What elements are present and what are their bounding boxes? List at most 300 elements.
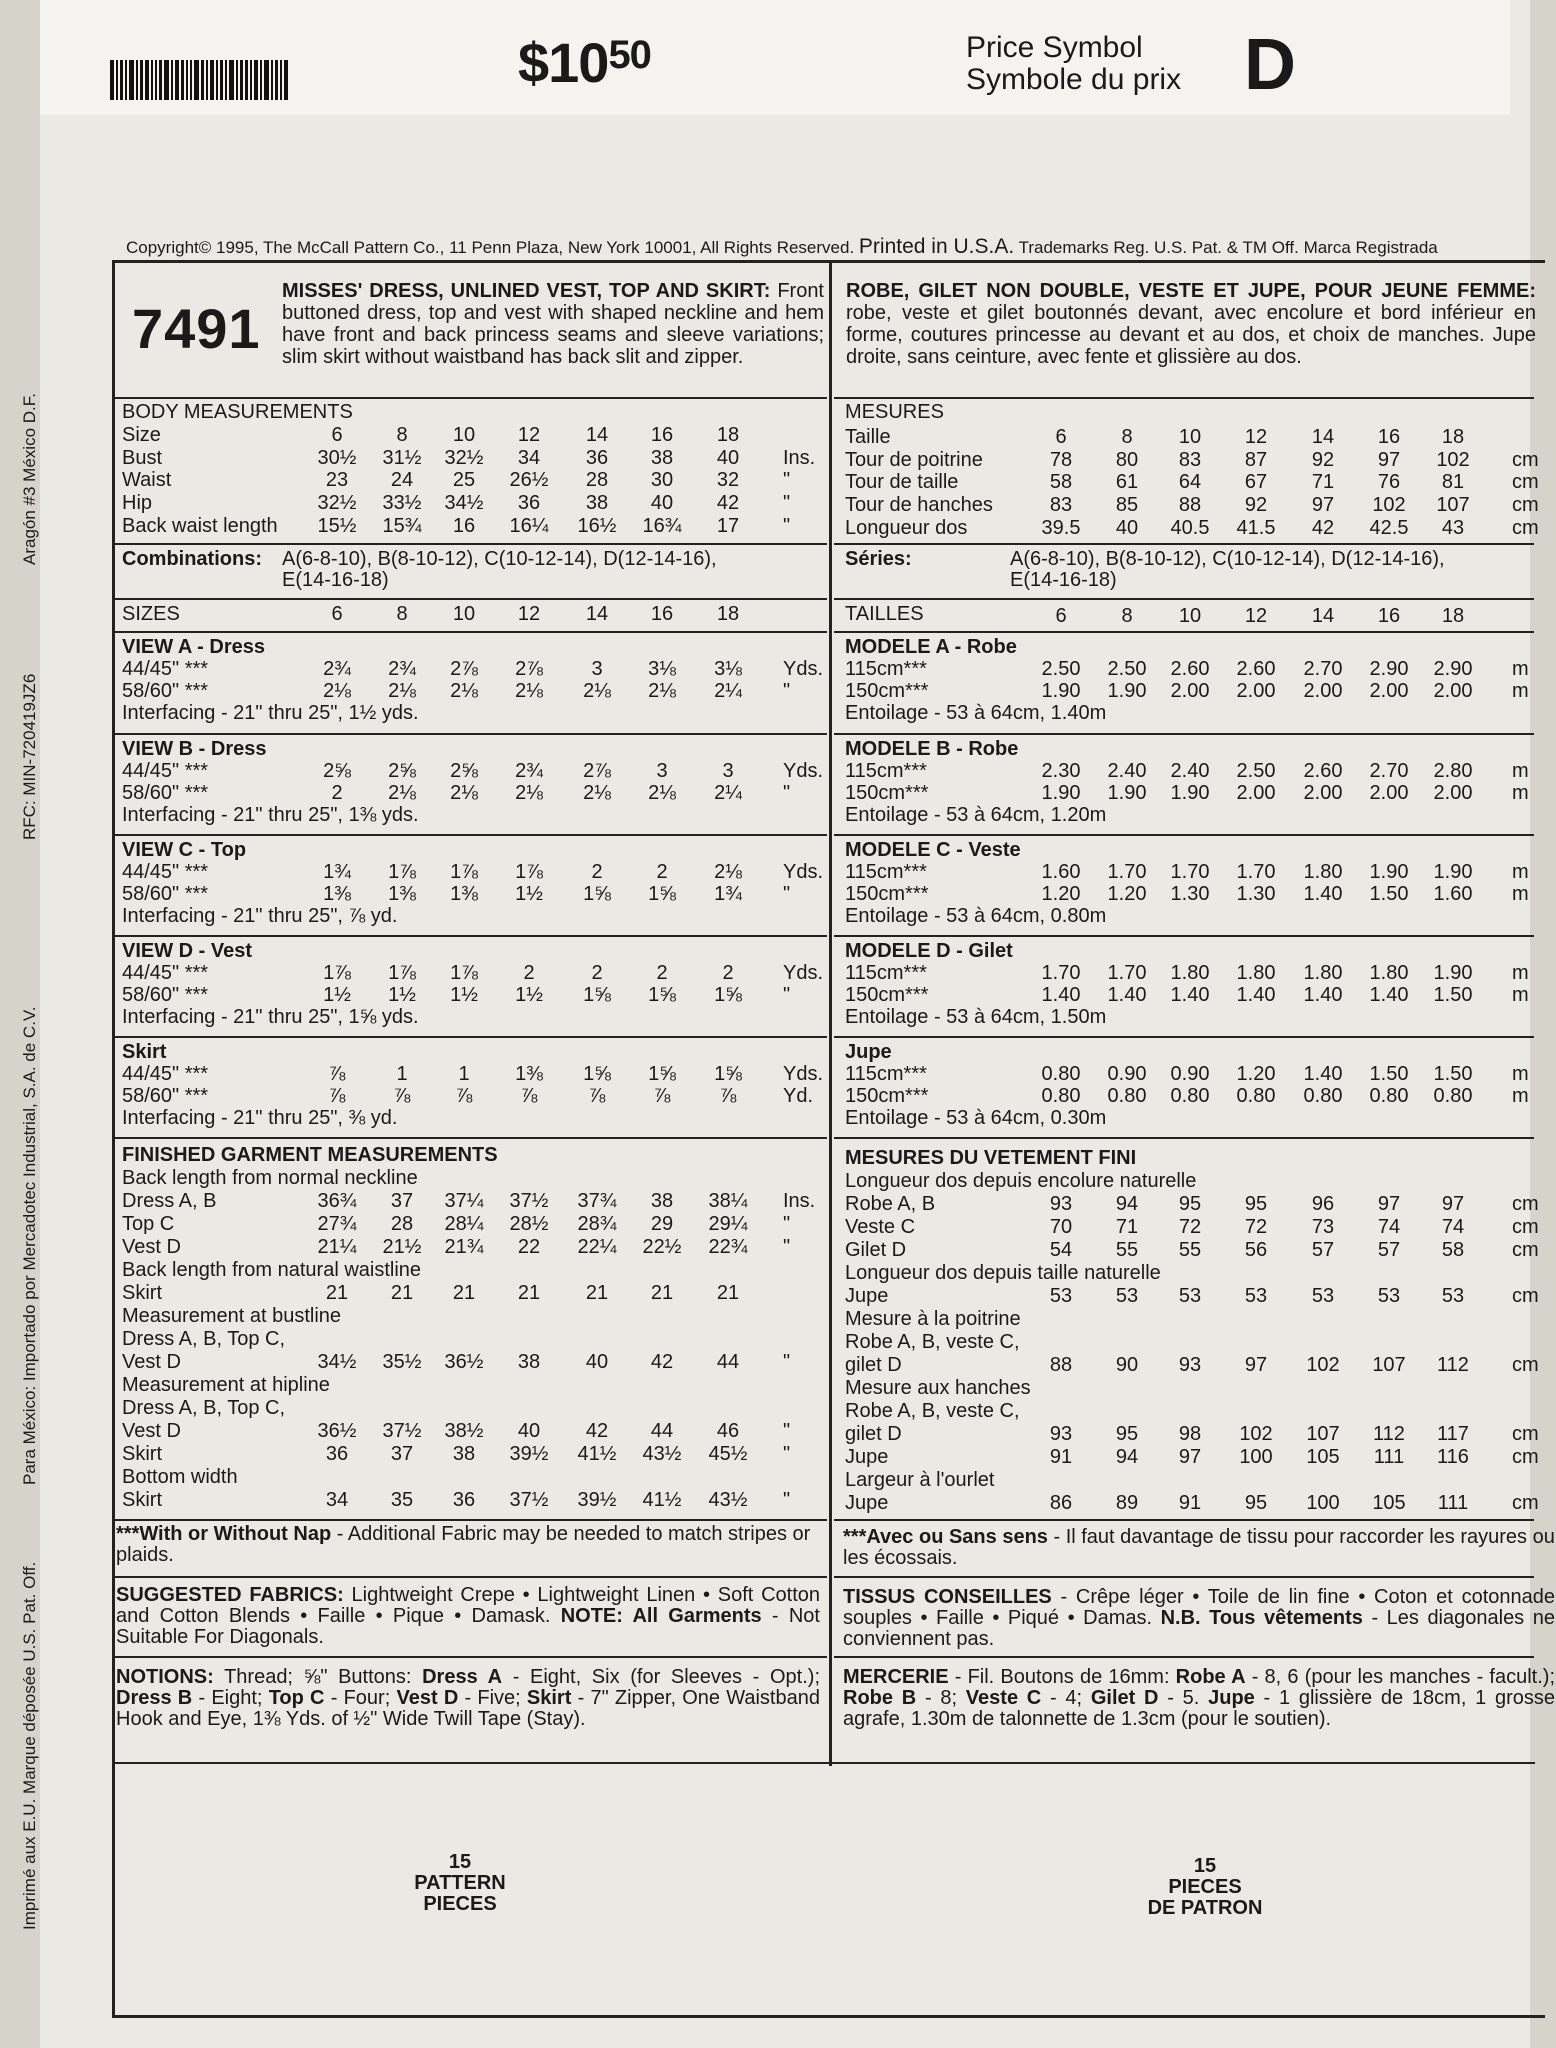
mesures-row-value: 92	[1311, 449, 1335, 471]
view-en-row-value: 2	[331, 782, 343, 804]
barcode-bar	[120, 60, 123, 100]
taille-value: 18	[1441, 605, 1465, 627]
body-row-label: Bust	[122, 447, 163, 469]
view-fr-row-value: 2.00	[1369, 782, 1409, 804]
finished-fr-row-unit: cm	[1512, 1193, 1539, 1215]
finished-en-row-label: Vest D	[122, 1236, 181, 1258]
side-aragon: Aragón #3 México D.F.	[20, 393, 39, 565]
barcode-bar	[129, 60, 134, 100]
view-en-interfacing: Interfacing - 21" thru 25", ⅜ yd.	[122, 1107, 398, 1129]
view-fr-row-value: 0.90	[1107, 1063, 1147, 1085]
table-rule	[115, 631, 827, 633]
finished-en-row-value: 39½	[577, 1489, 617, 1511]
mesures-row-value: 78	[1049, 449, 1073, 471]
view-fr-row-unit: m	[1512, 782, 1529, 804]
finished-fr-row-value: 105	[1306, 1446, 1340, 1468]
series-label: Séries:	[845, 548, 912, 570]
finished-en-row-value: 35	[390, 1489, 414, 1511]
view-en-row-value: 2⅛	[388, 680, 416, 702]
finished-en-row-value: 27¾	[317, 1213, 357, 1235]
view-fr-row-value: 2.00	[1303, 782, 1343, 804]
view-en-row-unit: Yds.	[783, 658, 824, 680]
finished-fr-row-value: 111	[1437, 1492, 1469, 1514]
notion-bold: Skirt	[526, 1687, 572, 1709]
view-fr-row-unit: m	[1512, 658, 1529, 680]
view-en-row-value: 2	[656, 962, 668, 984]
view-fr-row-value: 1.80	[1303, 861, 1343, 883]
finished-fr-row-value: 89	[1115, 1492, 1139, 1514]
mesures-row-value: 88	[1178, 494, 1202, 516]
pattern-pieces-fr	[1120, 1856, 1290, 1919]
body-row-value: 25	[452, 469, 476, 491]
table-rule	[115, 1762, 1535, 1764]
finished-en-row-value: 43½	[708, 1489, 748, 1511]
finished-fr-row-value: 90	[1115, 1354, 1139, 1376]
finished-en-row-value: 41½	[642, 1489, 682, 1511]
view-fr-row-value: 2.00	[1303, 680, 1343, 702]
view-fr-row-value: 1.80	[1303, 962, 1343, 984]
view-fr-title: MODELE D - Gilet	[845, 940, 1013, 962]
description-en-body: Front buttoned dress, top and vest with shaped neckline and hem have front and back princess seams and sleeve variations; slim skirt without waistband has back slit and zipper.	[282, 280, 824, 368]
table-rule	[115, 1576, 827, 1578]
view-en-row-label: 44/45" ***	[122, 1063, 209, 1085]
finished-fr-row-value: 97	[1244, 1354, 1268, 1376]
finished-fr-row-value: 55	[1178, 1239, 1202, 1261]
notion-bold: Jupe	[1208, 1687, 1255, 1709]
taille-value: 16	[1377, 605, 1401, 627]
barcode-bar	[194, 60, 199, 100]
view-en-row-value: 2	[523, 962, 535, 984]
mesures-row-value: 41.5	[1236, 517, 1276, 539]
finished-fr-row-value: 57	[1311, 1239, 1335, 1261]
finished-en-row-value: 21	[390, 1282, 414, 1304]
mesures-row-value: 6	[1055, 426, 1067, 448]
view-en-row-label: 58/60" ***	[122, 782, 209, 804]
view-en-row-value: 1⅝	[648, 984, 676, 1006]
finished-fr-row-value: 94	[1115, 1446, 1139, 1468]
view-en-row-unit: "	[783, 883, 791, 905]
view-fr-row-unit: m	[1512, 883, 1529, 905]
barcode-bar	[201, 60, 204, 100]
pieces-en-line2: PIECES	[423, 1893, 497, 1915]
view-fr-row-value: 1.30	[1170, 883, 1210, 905]
view-en-row-value: ⅞	[328, 1063, 346, 1085]
table-rule	[834, 733, 1534, 735]
mesures-row-value: 40	[1115, 517, 1139, 539]
description-en-title: MISSES' DRESS, UNLINED VEST, TOP AND SKIRT:	[282, 280, 771, 302]
view-fr-row-value: 1.20	[1041, 883, 1081, 905]
copyright-line	[126, 235, 1536, 259]
finished-en-row-value: 36	[325, 1443, 349, 1465]
finished-en-row-value: 28	[390, 1213, 414, 1235]
combinations-line2: E(14-16-18)	[282, 569, 389, 591]
barcode-bar	[216, 60, 218, 100]
finished-fr-row-value: 56	[1244, 1239, 1268, 1261]
barcode-bar	[186, 60, 188, 100]
barcode-bar	[164, 60, 169, 100]
view-en-row-value: 1⅝	[583, 883, 611, 905]
view-fr-interfacing: Entoilage - 53 à 64cm, 1.20m	[845, 804, 1107, 826]
view-en-row-value: 1⅝	[648, 883, 676, 905]
view-fr-row-value: 1.60	[1041, 861, 1081, 883]
barcode-bar	[225, 60, 227, 100]
fabrics-fr-bold: TISSUS CONSEILLES	[843, 1586, 1052, 1608]
barcode	[110, 60, 415, 100]
body-row-value: 30½	[317, 447, 357, 469]
view-fr-row-value: 1.90	[1107, 782, 1147, 804]
body-row-value: 6	[331, 424, 343, 446]
pattern-pieces-en	[380, 1852, 540, 1915]
finished-en-row-value: 21	[585, 1282, 609, 1304]
finished-fr-row-value: 72	[1244, 1216, 1268, 1238]
finished-fr-row-value: 91	[1178, 1492, 1202, 1514]
view-fr-title: MODELE A - Robe	[845, 636, 1017, 658]
notion-text: - 7" Zipper, One Waistband Hook and Eye, 1⅜ Yds. of ½" Wide Twill Tape (Stay).	[116, 1687, 820, 1730]
mesures-row-unit: cm	[1512, 494, 1539, 516]
finished-fr-row-value: 93	[1178, 1354, 1202, 1376]
mesures-row-value: 92	[1244, 494, 1268, 516]
finished-fr-row-label: Jupe	[845, 1285, 889, 1307]
body-row-value: 32½	[444, 447, 484, 469]
view-en-row-value: 2¼	[714, 680, 742, 702]
finished-en-row-value: 36½	[444, 1351, 484, 1373]
taille-value: 10	[1178, 605, 1202, 627]
finished-fr-row-value: 107	[1372, 1354, 1406, 1376]
mesures-row-value: 97	[1377, 449, 1401, 471]
body-row-value: 16½	[577, 515, 617, 537]
finished-en-row-value: 21	[452, 1282, 476, 1304]
view-fr-row-value: 2.50	[1041, 658, 1081, 680]
body-row-value: 16	[452, 515, 476, 537]
nap-en-bold: ***With or Without Nap	[116, 1523, 332, 1545]
finished-en-row-value: 36¾	[317, 1190, 357, 1212]
view-en-row-value: 1⅝	[714, 984, 742, 1006]
finished-en-row-value: 22½	[642, 1236, 682, 1258]
notion-bold: Veste C	[965, 1687, 1042, 1709]
view-fr-row-value: 1.80	[1369, 962, 1409, 984]
view-fr-row-value: 2.60	[1303, 760, 1343, 782]
finished-fr-row-unit: cm	[1512, 1216, 1539, 1238]
mesures-row-unit: cm	[1512, 449, 1539, 471]
view-en-row-value: 1½	[515, 883, 543, 905]
finished-en-row-value: 21	[650, 1282, 674, 1304]
size-value: 6	[331, 603, 343, 625]
finished-fr-row-value: 95	[1178, 1193, 1202, 1215]
column-divider	[829, 262, 832, 1766]
view-en-row-value: 2	[591, 962, 603, 984]
finished-en-row-unit: "	[783, 1236, 791, 1258]
finished-en-row-value: 37¾	[577, 1190, 617, 1212]
view-fr-row-value: 2.60	[1170, 658, 1210, 680]
table-rule	[115, 543, 827, 545]
view-fr-row-value: 0.80	[1107, 1085, 1147, 1107]
view-fr-row-label: 150cm***	[845, 782, 929, 804]
body-row-value: 32½	[317, 492, 357, 514]
view-fr-row-value: 2.30	[1041, 760, 1081, 782]
barcode-bar	[206, 60, 208, 100]
view-en-row-value: 2⅛	[648, 782, 676, 804]
view-en-row-value: 3	[656, 760, 668, 782]
view-fr-row-value: 2.00	[1369, 680, 1409, 702]
mesures-row-value: 81	[1441, 471, 1465, 493]
finished-en-row-value: 40	[517, 1420, 541, 1442]
description-fr-body: robe, veste et gilet boutonnés devant, avec encolure et bord inférieur en forme, coutures princesse au devant et au dos, et choix de manches. Jupe droite, sans ceinture, avec fente et glissière au dos.	[846, 302, 1536, 368]
barcode-bar	[175, 60, 179, 100]
finished-en-row-value: 36½	[317, 1420, 357, 1442]
finished-fr-row-value: 70	[1049, 1216, 1073, 1238]
view-en-row-value: 1⅜	[450, 883, 478, 905]
mesures-row-value: 83	[1178, 449, 1202, 471]
view-en-row-value: 2⅞	[515, 658, 543, 680]
finished-en-row-unit: "	[783, 1489, 791, 1511]
table-rule	[834, 631, 1534, 633]
notion-text: - 5.	[1158, 1687, 1209, 1709]
finished-en-row-label: Dress A, B	[122, 1190, 217, 1212]
view-en-row-unit: "	[783, 984, 791, 1006]
finished-fr-row-value: 95	[1115, 1423, 1139, 1445]
finished-en-row-value: 40	[585, 1351, 609, 1373]
mesures-row-value: 107	[1436, 494, 1470, 516]
view-en-row-unit: Yds.	[783, 760, 824, 782]
barcode-bar	[280, 60, 282, 100]
view-en-row-value: 1½	[388, 984, 416, 1006]
barcode-bar	[125, 60, 127, 100]
finished-fr-row-value: 53	[1115, 1285, 1139, 1307]
finished-fr-row-value: 53	[1377, 1285, 1401, 1307]
price-symbol-en: Price Symbol	[966, 31, 1143, 64]
mesures-row-value: 67	[1244, 471, 1268, 493]
view-fr-title: MODELE B - Robe	[845, 738, 1019, 760]
view-fr-row-label: 115cm***	[845, 760, 927, 782]
mesures-row-value: 58	[1049, 471, 1073, 493]
body-row-label: Size	[122, 424, 161, 446]
body-row-value: 33½	[382, 492, 422, 514]
body-row-value: 15¾	[382, 515, 422, 537]
view-en-row-label: 58/60" ***	[122, 984, 209, 1006]
notion-bold: MERCERIE	[843, 1666, 949, 1688]
mesures-row-value: 97	[1311, 494, 1335, 516]
mesures-title: MESURES	[845, 401, 944, 423]
view-fr-row-value: 1.90	[1433, 962, 1473, 984]
finished-en-row-value: 22¾	[708, 1236, 748, 1258]
table-rule	[115, 935, 827, 937]
pieces-en-count: 15	[448, 1851, 472, 1873]
view-fr-row-unit: m	[1512, 984, 1529, 1006]
finished-fr-row-label: Longueur dos depuis encolure naturelle	[845, 1170, 1197, 1192]
table-rule	[834, 1137, 1534, 1139]
trademark-text: Trademarks Reg. U.S. Pat. & TM Off. Marca Registrada	[1018, 238, 1438, 257]
body-row-value: 26½	[509, 469, 549, 491]
view-fr-row-label: 115cm***	[845, 861, 927, 883]
finished-en-row-value: 22¼	[577, 1236, 617, 1258]
notion-text: Thread; ⅝" Buttons:	[213, 1666, 423, 1688]
barcode-bar	[260, 60, 262, 100]
view-fr-row-value: 2.90	[1369, 658, 1409, 680]
size-value: 10	[452, 603, 476, 625]
body-row-value: 40	[650, 492, 674, 514]
finished-fr-row-value: 107	[1306, 1423, 1340, 1445]
view-fr-row-value: 1.40	[1107, 984, 1147, 1006]
view-en-row-value: 1⅞	[388, 962, 416, 984]
finished-en-row-value: 37½	[509, 1190, 549, 1212]
view-fr-row-value: 0.80	[1303, 1085, 1343, 1107]
body-row-value: 16	[650, 424, 674, 446]
body-row-value: 31½	[382, 447, 422, 469]
view-en-row-value: 2⅛	[714, 861, 742, 883]
view-fr-row-value: 2.00	[1433, 680, 1473, 702]
suggested-fabrics-fr	[843, 1587, 1555, 1650]
table-rule	[834, 543, 1534, 545]
view-en-title: VIEW B - Dress	[122, 738, 267, 760]
finished-en-row-label: Dress A, B, Top C,	[122, 1397, 286, 1419]
finished-en-row-label: Top C	[122, 1213, 175, 1235]
tailles-label: TAILLES	[845, 603, 924, 625]
view-en-row-value: 2⅝	[450, 760, 478, 782]
view-en-row-value: 1¾	[323, 861, 351, 883]
view-en-row-value: 2	[591, 861, 603, 883]
finished-en-row-value: 38	[517, 1351, 541, 1373]
mesures-row-value: 61	[1115, 471, 1139, 493]
mesures-row-unit: cm	[1512, 517, 1539, 539]
view-en-row-value: 2	[722, 962, 734, 984]
finished-fr-row-value: 112	[1373, 1423, 1405, 1445]
finished-en-row-value: 34	[325, 1489, 349, 1511]
finished-en-row-value: 46	[716, 1420, 740, 1442]
body-row-value: 10	[452, 424, 476, 446]
finished-fr-row-value: 97	[1178, 1446, 1202, 1468]
view-en-title: Skirt	[122, 1041, 167, 1063]
finished-fr-row-value: 94	[1115, 1193, 1139, 1215]
barcode-bar	[229, 60, 234, 100]
mesures-row-label: Taille	[845, 426, 891, 448]
body-row-value: 8	[396, 424, 408, 446]
finished-en-row-value: 42	[585, 1420, 609, 1442]
finished-en-row-value: 21	[716, 1282, 740, 1304]
view-en-row-unit: "	[783, 680, 791, 702]
body-row-value: 24	[390, 469, 414, 491]
finished-en-row-label: Bottom width	[122, 1466, 238, 1488]
table-rule	[834, 834, 1534, 836]
view-en-row-value: 2⅛	[583, 782, 611, 804]
finished-fr-row-value: 102	[1306, 1354, 1340, 1376]
finished-fr-row-label: Mesure aux hanches	[845, 1377, 1031, 1399]
view-fr-row-value: 1.90	[1369, 861, 1409, 883]
table-rule	[834, 1519, 1534, 1521]
body-row-unit: "	[783, 515, 791, 537]
barcode-bar	[190, 60, 192, 100]
view-fr-row-value: 2.70	[1303, 658, 1343, 680]
mesures-row-value: 39.5	[1041, 517, 1081, 539]
body-row-value: 12	[517, 424, 541, 446]
table-rule	[115, 1036, 827, 1038]
nap-note-en	[116, 1524, 824, 1566]
finished-fr-row-unit: cm	[1512, 1354, 1539, 1376]
pieces-fr-line2: DE PATRON	[1147, 1897, 1263, 1919]
view-fr-row-unit: m	[1512, 962, 1529, 984]
series-line1: A(6-8-10), B(8-10-12), C(10-12-14), D(12-14-16),	[1010, 548, 1445, 570]
size-value: 18	[716, 603, 740, 625]
barcode-bar	[181, 60, 184, 100]
finished-en-row-value: 22	[517, 1236, 541, 1258]
notion-text: - Eight, Six (for Sleeves - Opt.);	[502, 1666, 821, 1688]
view-en-row-value: ⅞	[328, 1085, 346, 1107]
table-rule	[834, 1656, 1534, 1658]
view-fr-row-value: 2.80	[1433, 760, 1473, 782]
finished-en-row-value: 38¼	[708, 1190, 748, 1212]
table-rule	[834, 397, 1534, 399]
view-fr-row-value: 1.90	[1107, 680, 1147, 702]
view-en-row-value: 2⅛	[648, 680, 676, 702]
view-en-row-label: 58/60" ***	[122, 883, 209, 905]
view-en-row-value: 2⅛	[515, 782, 543, 804]
view-en-row-value: 3⅛	[714, 658, 742, 680]
view-fr-row-value: 1.70	[1107, 962, 1147, 984]
finished-en-row-value: 36	[452, 1489, 476, 1511]
finished-fr-row-value: 74	[1377, 1216, 1401, 1238]
description-fr	[846, 280, 1536, 368]
mesures-row-value: 12	[1244, 426, 1268, 448]
finished-en-row-value: 34½	[317, 1351, 357, 1373]
nap-fr-text: - Il faut davantage de tissu pour raccorder les rayures ou les écossais.	[843, 1526, 1555, 1569]
finished-fr-row-unit: cm	[1512, 1239, 1539, 1261]
barcode-bar	[110, 60, 114, 100]
view-en-interfacing: Interfacing - 21" thru 25", 1½ yds.	[122, 702, 419, 724]
finished-fr-row-value: 93	[1049, 1193, 1073, 1215]
body-row-value: 16¾	[642, 515, 682, 537]
notion-text: - Fil. Boutons de 16mm:	[948, 1666, 1176, 1688]
finished-en-row-value: 21¼	[317, 1236, 357, 1258]
finished-fr-row-value: 53	[1244, 1285, 1268, 1307]
finished-en-row-value: 44	[716, 1351, 740, 1373]
finished-fr-row-value: 53	[1441, 1285, 1465, 1307]
view-en-row-value: 2⅞	[450, 658, 478, 680]
view-fr-row-value: 1.50	[1433, 984, 1473, 1006]
barcode-bar	[136, 60, 138, 100]
view-en-row-label: 44/45" ***	[122, 861, 209, 883]
view-en-row-unit: Yds.	[783, 861, 824, 883]
mesures-row-value: 10	[1178, 426, 1202, 448]
view-fr-row-value: 2.60	[1236, 658, 1276, 680]
view-fr-row-value: 1.40	[1303, 1063, 1343, 1085]
view-fr-interfacing: Entoilage - 53 à 64cm, 0.30m	[845, 1107, 1107, 1129]
fabrics-fr-note-text: - Les diagonales ne conviennent pas.	[843, 1607, 1555, 1650]
view-en-row-value: 2⅛	[323, 680, 351, 702]
finished-fr-row-value: 54	[1049, 1239, 1073, 1261]
side-rfc: RFC: MIN-720419JZ6	[20, 673, 39, 840]
view-fr-row-value: 2.50	[1107, 658, 1147, 680]
view-en-row-label: 44/45" ***	[122, 962, 209, 984]
finished-fr-row-value: 91	[1049, 1446, 1073, 1468]
finished-en-row-label: Measurement at bustline	[122, 1305, 342, 1327]
view-fr-row-unit: m	[1512, 1063, 1529, 1085]
view-en-row-value: 2⅛	[450, 782, 478, 804]
body-row-label: Back waist length	[122, 515, 278, 537]
view-en-title: VIEW A - Dress	[122, 636, 265, 658]
side-imprime: Imprimé aux E.U. Marque déposée U.S. Pat. Off.	[20, 1561, 39, 1930]
view-en-row-value: 1½	[450, 984, 478, 1006]
finished-fr-row-value: 93	[1049, 1423, 1073, 1445]
view-fr-row-value: 1.40	[1041, 984, 1081, 1006]
table-rule	[834, 1036, 1534, 1038]
body-measurements-title: BODY MEASUREMENTS	[122, 401, 353, 423]
view-fr-row-value: 1.60	[1433, 883, 1473, 905]
finished-en-row-label: Dress A, B, Top C,	[122, 1328, 286, 1350]
view-fr-row-label: 150cm***	[845, 680, 929, 702]
barcode-bar	[171, 60, 173, 100]
body-row-value: 16¼	[509, 515, 549, 537]
barcode-bar	[284, 60, 288, 100]
fabrics-en-note-text: - Not Suitable For Diagonals.	[116, 1605, 820, 1648]
